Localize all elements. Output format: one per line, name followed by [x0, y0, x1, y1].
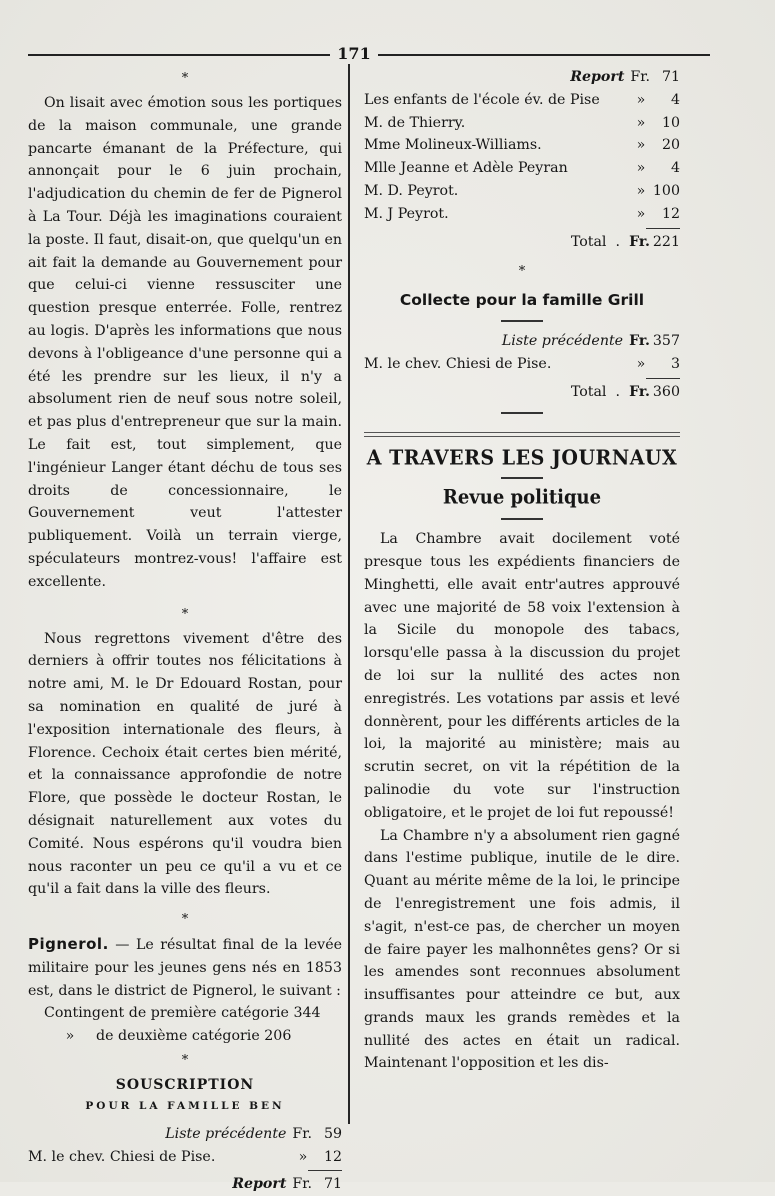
donor-row — [364, 180, 680, 203]
report-value: 71 — [323, 1176, 342, 1193]
report-label: Report — [570, 69, 625, 85]
short-rule — [501, 320, 543, 322]
short-rule — [501, 477, 543, 479]
donor-amount: 12 — [323, 1148, 342, 1165]
contingent-row-2 — [28, 1025, 342, 1048]
report-value: 71 — [661, 69, 680, 85]
article-chambre: La Chambre avait docilement voté presque tous les expédients financiers de Minghetti, elle avait entr'autres approuvé avec une majorité de 58 voix l'extension à la Sicile du monopole des tabacs, lorsqu'elle passa à la discussion du projet de loi sur la nullité des actes non enregistrés. Les votations par assis et levé donnèrent, pour les différents articles de la loi, la majorité au ministère; mais au scrutin secret, on vit la répétition de la palinodie du vote sur l'instruction obligatoire, et le projet de loi fut repoussé! — [364, 531, 680, 821]
separator-star: * — [181, 71, 189, 86]
section-double-rule — [364, 432, 680, 437]
donor-name: Les enfants de l'école év. de Pise — [364, 91, 600, 108]
previous-list-row — [28, 1123, 342, 1146]
total-dot: . — [615, 383, 621, 400]
donor-row — [364, 353, 680, 376]
donor-amount: 4 — [670, 91, 680, 108]
donor-name: Mlle Jeanne et Adèle Peyran — [364, 160, 568, 177]
section-subtitle: Revue politique — [442, 486, 602, 510]
donor-amount: 3 — [670, 355, 680, 372]
category-1-value: 344 — [293, 1005, 321, 1022]
ditto-mark: » — [636, 160, 646, 177]
ditto-mark: » — [636, 182, 646, 199]
previous-list-label: Liste précédente — [165, 1125, 287, 1142]
header-rule-left — [28, 54, 330, 56]
donor-amount: 12 — [661, 205, 680, 222]
category-2-value: 206 — [264, 1028, 292, 1045]
currency-label: Fr. — [629, 333, 650, 350]
category-2-label: de deuxième catégorie — [96, 1028, 260, 1045]
total-row — [364, 381, 680, 404]
donor-row — [364, 134, 680, 157]
short-rule — [501, 518, 543, 520]
section-title: A TRAVERS LES JOURNAUX — [366, 445, 678, 470]
donor-row — [364, 89, 680, 112]
previous-list-label: Liste précédente — [501, 333, 624, 350]
column-divider — [348, 64, 350, 1124]
previous-list-value: 59 — [323, 1125, 342, 1142]
total-label: Total — [570, 233, 607, 250]
ditto-mark: » — [636, 137, 646, 154]
currency-label: Fr. — [629, 233, 650, 250]
separator-star: * — [181, 912, 189, 928]
donor-row — [364, 203, 680, 226]
ditto-mark: » — [636, 355, 646, 372]
subscription-title: SOUSCRIPTION — [115, 1077, 255, 1094]
article-pignerol — [28, 933, 342, 1002]
report-row — [28, 1173, 342, 1196]
currency-label: Fr. — [292, 1176, 312, 1193]
ditto-mark: » — [636, 114, 646, 131]
ditto-mark: » — [298, 1148, 308, 1165]
separator-star: * — [518, 264, 526, 280]
contingent-row-1 — [28, 1002, 342, 1025]
currency-label: Fr. — [292, 1125, 312, 1142]
subscription-subtitle: POUR LA FAMILLE BEN — [85, 1099, 285, 1112]
donor-amount: 10 — [661, 114, 680, 131]
currency-label: Fr. — [630, 69, 650, 85]
contingent-label: Contingent de — [44, 1005, 147, 1022]
donor-name: M. le chev. Chiesi de Pise. — [364, 355, 552, 372]
pignerol-label: Pignerol. — [28, 935, 109, 954]
currency-label: Fr. — [629, 383, 650, 400]
donor-amount: 20 — [661, 137, 680, 154]
sum-rule — [646, 378, 680, 379]
total-value: 221 — [652, 233, 680, 250]
pignerol-text: — Le résultat final de la levée militaire pour les jeunes gens nés en 1853 est, dans le district de Pignerol, le suivant : — [28, 937, 342, 999]
left-column — [28, 66, 342, 1196]
donor-row — [364, 112, 680, 135]
article-railway: On lisait avec émotion sous les portiques de la maison communale, une grande pancarte émanant de la Préfecture, qui annonçait pour le 6 juin prochain, l'adjudication du chemin de fer de Pignerol à La Tour. Déjà les imaginations couraient la poste. Il faut, disait-on, que quelqu'un en ait fait la demande au Gouvernement pour que celui-ci vienne ressusciter une question presque enterrée. Folle, rentrez au logis. D'après les informations que nous devons à l'obligeance d'une personne qui a été les prendre sur les lieux, il n'y a absolument rien de neuf sous notre soleil, et pas plus d'entrepreneur que sur la main. Le fait est, tout simplement, que l'ingénieur Langer étant déchu de tous ses droits de concessionnaire, le Gouvernement veut l'attester publiquement. Voilà un terrain vierge, spéculateurs montrez-vous! l'affaire est excellente. — [28, 95, 342, 590]
donor-amount: 100 — [652, 182, 680, 199]
article-chambre-cont: La Chambre n'y a absolument rien gagné dans l'estime publique, inutile de le dire. Quant au mérite même de la loi, le principe de l'enregistrement une fois admis, il s'agit, n'est-ce pas, de chercher un moyen de faire payer les malhonnêtes gens? Or si les amendes sont reconnues absolument insuffisantes pour atteindre ce but, aux grands maux les grands remèdes et la nullité des actes en était un radical. Maintenant l'opposition et les dis- — [364, 827, 680, 1072]
separator-star: * — [181, 1053, 189, 1069]
previous-list-value: 357 — [652, 333, 680, 350]
report-row — [364, 66, 680, 89]
collecte-title: Collecte pour la famille Grill — [399, 291, 645, 310]
donor-row — [364, 157, 680, 180]
donor-list — [364, 89, 680, 226]
short-rule — [501, 412, 543, 414]
ditto-mark: » — [636, 205, 646, 222]
category-1-label: première catégorie — [150, 1005, 289, 1022]
donor-name: M. D. Peyrot. — [364, 182, 459, 199]
sum-rule — [646, 228, 680, 229]
total-value: 360 — [652, 383, 680, 400]
ditto-mark: » — [636, 91, 646, 108]
total-label: Total — [570, 383, 607, 400]
right-column — [364, 66, 680, 1075]
page-number: 171 — [337, 44, 371, 63]
donor-name: Mme Molineux-Williams. — [364, 137, 542, 154]
previous-list-row — [364, 330, 680, 353]
total-dot: . — [615, 233, 621, 250]
donor-name: M. le chev. Chiesi de Pise. — [28, 1148, 216, 1165]
page-header — [28, 44, 678, 63]
header-rule-right — [378, 54, 710, 56]
donor-name: M. J Peyrot. — [364, 205, 449, 222]
separator-star: * — [181, 606, 189, 622]
report-label: Report — [232, 1176, 287, 1193]
donor-row — [28, 1146, 342, 1169]
article-rostan: Nous regrettons vivement d'être des derniers à offrir toutes nos félicitations à notre ami, M. le Dr Edouard Rostan, pour sa nomination en qualité de juré à l'exposition internationale des fleurs, à Florence. Cechoix était certes bien mérité, et la connaissance approfondie de notre Flore, que possède le docteur Rostan, le désignait naturellement aux votes du Comité. Nous espérons qu'il voudra bien nous raconter un peu ce qu'il a vu et ce qu'il a fait dans la ville des fleurs. — [28, 630, 342, 898]
ditto-mark: » — [65, 1028, 75, 1045]
donor-name: M. de Thierry. — [364, 114, 466, 131]
donor-amount: 4 — [670, 160, 680, 177]
sum-rule — [308, 1170, 342, 1171]
total-row — [364, 231, 680, 254]
